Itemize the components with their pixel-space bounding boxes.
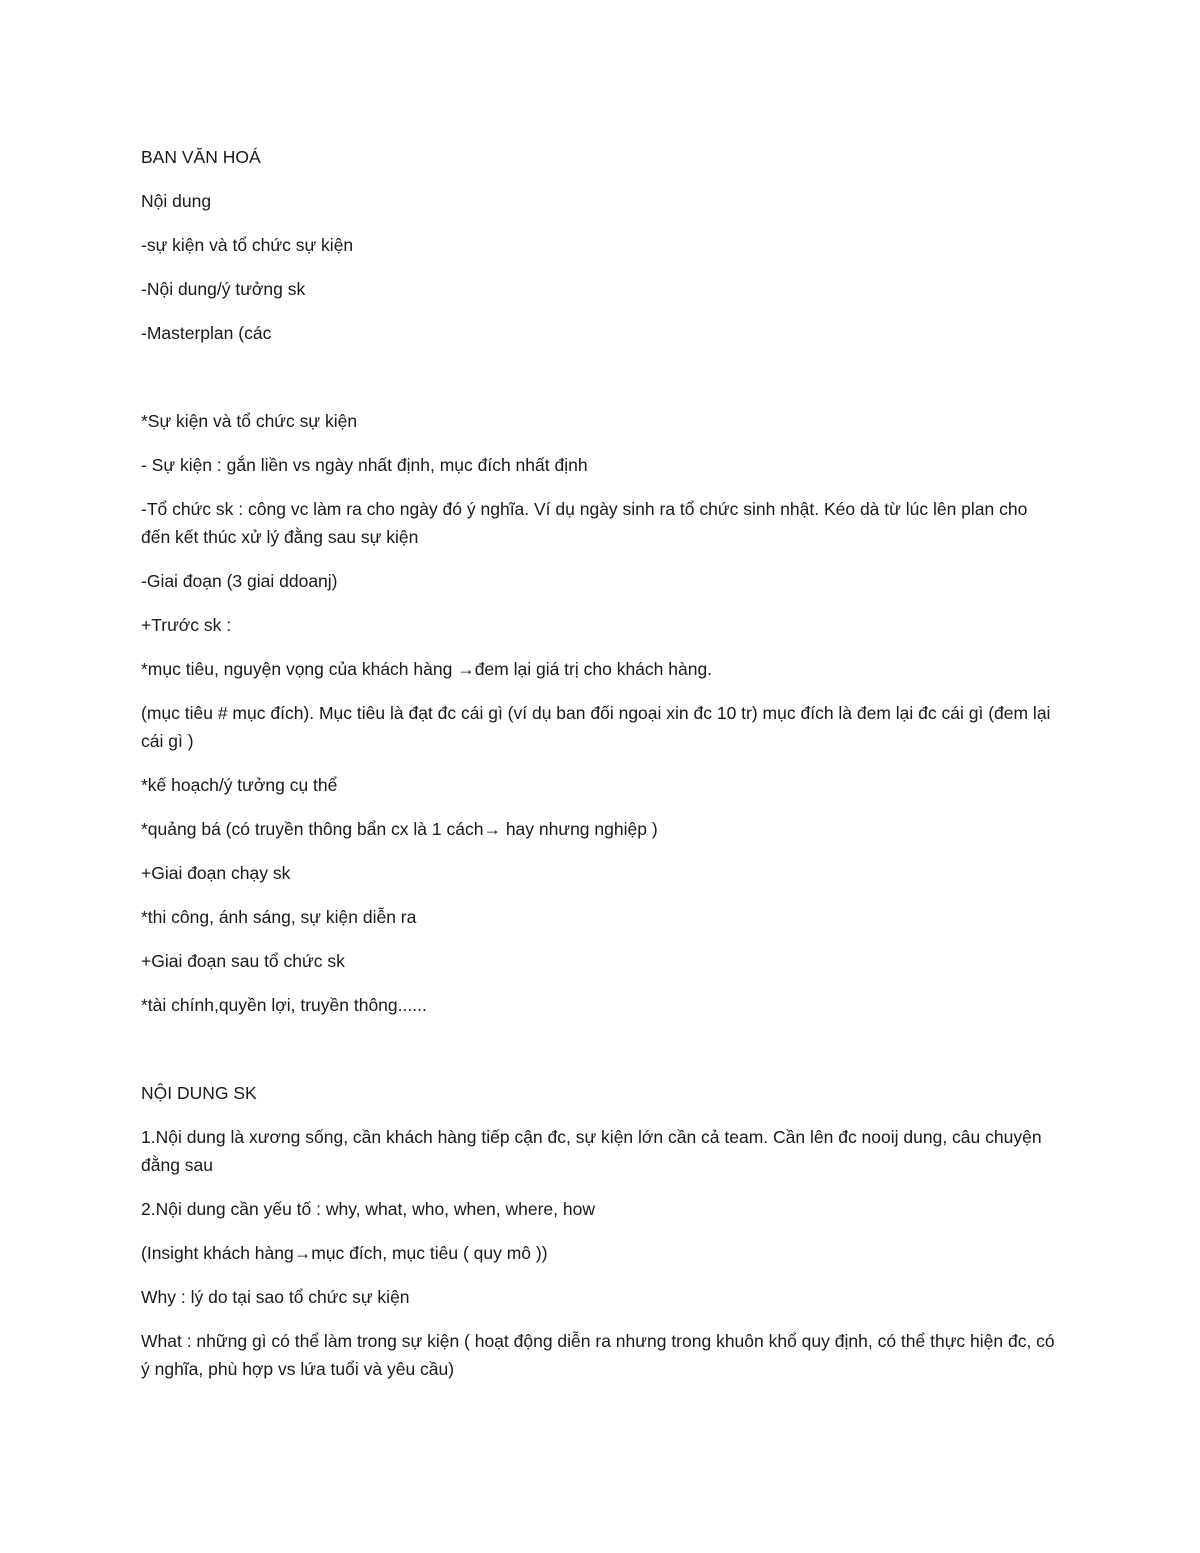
text-line: (mục tiêu # mục đích). Mục tiêu là đạt đc cái gì (ví dụ ban đối ngoại xin đc 10 tr) mục đích là đem lại đc cái gì (đem lại cái gì ): [141, 703, 1056, 751]
text-line: +Giai đoạn sau tổ chức sk: [141, 951, 345, 971]
text-line: *tài chính,quyền lợi, truyền thông......: [141, 995, 427, 1015]
text-line: *thi công, ánh sáng, sự kiện diễn ra: [141, 907, 417, 927]
text-line: Why : lý do tại sao tổ chức sự kiện: [141, 1287, 410, 1307]
text-line: (Insight khách hàng→mục đích, mục tiêu ( quy mô )): [141, 1243, 548, 1263]
document-body: [141, 143, 1061, 1399]
text-line: +Giai đoạn chạy sk: [141, 863, 291, 883]
text-line: -Tổ chức sk : công vc làm ra cho ngày đó ý nghĩa. Ví dụ ngày sinh ra tổ chức sinh nhật. Kéo dà từ lúc lên plan cho đến kết thúc xử lý đằng sau sự kiện: [141, 499, 1033, 547]
text-line: - Sự kiện : gắn liền vs ngày nhất định, mục đích nhất định: [141, 455, 588, 475]
text-line: +Trước sk :: [141, 615, 232, 635]
text-line: *quảng bá (có truyền thông bẩn cx là 1 cách→ hay nhưng nghiệp ): [141, 819, 658, 839]
text-line: *mục tiêu, nguyện vọng của khách hàng →đem lại giá trị cho khách hàng.: [141, 659, 713, 679]
text-line: 2.Nội dung cần yếu tố : why, what, who, when, where, how: [141, 1199, 595, 1219]
text-line: 1.Nội dung là xương sống, cần khách hàng tiếp cận đc, sự kiện lớn cần cả team. Cần lên đc nooij dung, câu chuyện đằng sau: [141, 1127, 1047, 1175]
text-line: -Nội dung/ý tưởng sk: [141, 279, 306, 299]
text-line: -Giai đoạn (3 giai ddoanj): [141, 571, 338, 591]
section-title-noi-dung-sk: NỘI DUNG SK: [141, 1083, 257, 1103]
text-line: -sự kiện và tổ chức sự kiện: [141, 235, 354, 255]
text-line: *kế hoạch/ý tưởng cụ thể: [141, 775, 338, 795]
text-line: *Sự kiện và tổ chức sự kiện: [141, 411, 358, 431]
text-line: What : những gì có thể làm trong sự kiện ( hoạt động diễn ra nhưng trong khuôn khổ quy định, có thể thực hiện đc, có ý nghĩa, phù hợp vs lứa tuổi và yêu cầu): [141, 1331, 1060, 1379]
text-line: -Masterplan (các: [141, 323, 272, 343]
section-title-ban-van-hoa: BAN VĂN HOÁ: [141, 147, 261, 167]
text-line: Nội dung: [141, 191, 212, 211]
blank-spacer: [141, 1035, 1061, 1079]
blank-spacer: [141, 363, 1061, 407]
